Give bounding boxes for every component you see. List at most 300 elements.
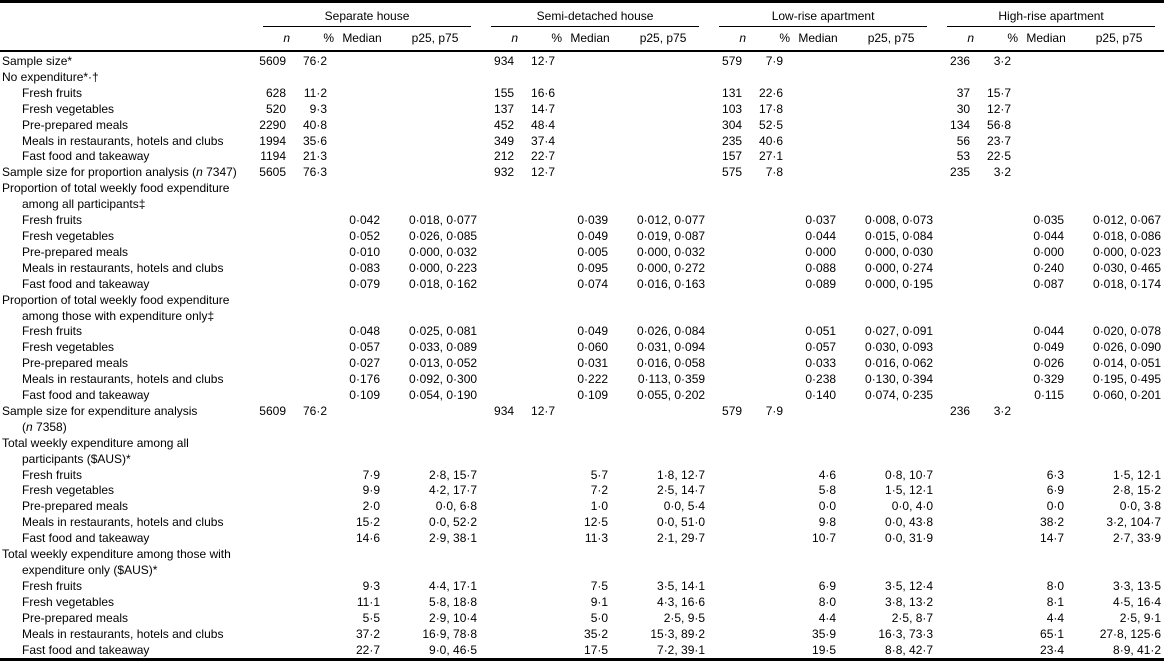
cell xyxy=(618,181,708,213)
cell: 0·018, 0·077 xyxy=(408,213,478,228)
cell xyxy=(936,229,974,245)
cell: 0·0, 5·4 xyxy=(663,499,706,514)
cell xyxy=(290,261,334,277)
row-label-continuation: among all participants‡ xyxy=(22,197,146,212)
row-label: Total weekly expenditure among those with xyxy=(2,547,231,562)
cell: 0·016, 0·058 xyxy=(636,356,706,371)
cell: 0·010 xyxy=(349,244,380,259)
table-row xyxy=(0,149,1164,165)
table-row xyxy=(0,134,1164,150)
cell: 0·000 xyxy=(805,244,837,259)
cell xyxy=(480,483,518,499)
cell xyxy=(936,261,974,277)
cell: 0·8, 10·7 xyxy=(885,467,934,482)
cell: 12·7 xyxy=(531,54,556,68)
table-row xyxy=(0,643,1164,660)
cell: 16·3, 73·3 xyxy=(878,626,934,641)
cell: 35·6 xyxy=(302,133,327,148)
cell xyxy=(708,261,746,277)
table-row xyxy=(0,293,1164,325)
cell xyxy=(480,356,518,372)
cell: 0·018, 0·162 xyxy=(408,276,478,291)
cell: 131 xyxy=(722,85,743,100)
cell: 0·0, 31·9 xyxy=(885,531,934,546)
cell xyxy=(334,51,390,70)
cell: 9·3 xyxy=(362,578,380,593)
cell: 23·4 xyxy=(1040,642,1065,657)
table-row xyxy=(0,181,1164,213)
cell: 12·7 xyxy=(531,403,556,418)
cell xyxy=(518,547,562,579)
cell: 0·025, 0·081 xyxy=(408,324,478,339)
cell: 0·049 xyxy=(577,228,609,243)
cell xyxy=(252,499,290,515)
cell xyxy=(562,70,618,86)
row-label-cell xyxy=(0,468,252,484)
cell xyxy=(746,356,790,372)
cell xyxy=(1018,102,1074,118)
row-label-cell xyxy=(0,324,252,340)
cell xyxy=(480,627,518,643)
row-label-cell xyxy=(0,627,252,643)
cell: 3·3, 13·5 xyxy=(1113,578,1162,593)
cell xyxy=(1018,547,1074,579)
cell xyxy=(480,181,518,213)
cell xyxy=(390,149,480,165)
cell: 2·7, 33·9 xyxy=(1113,531,1162,546)
cell xyxy=(846,134,936,150)
cell: 0·008, 0·073 xyxy=(865,213,934,228)
sub-column-label: n xyxy=(511,31,519,45)
row-label: Fresh fruits xyxy=(22,213,83,228)
cell xyxy=(936,579,974,595)
cell xyxy=(936,436,974,468)
cell xyxy=(480,324,518,340)
cell: 2290 xyxy=(259,117,286,132)
cell xyxy=(746,324,790,340)
cell: 37·4 xyxy=(531,133,556,148)
cell: 2·1, 29·7 xyxy=(657,531,706,546)
sub-column-header xyxy=(846,27,936,51)
cell: 1·5, 12·1 xyxy=(885,483,934,498)
row-label: Fresh fruits xyxy=(22,85,83,100)
table-row xyxy=(0,86,1164,102)
cell xyxy=(936,70,974,86)
cell: 3·2 xyxy=(993,403,1012,418)
cell: 37·2 xyxy=(355,626,380,641)
cell xyxy=(746,372,790,388)
cell xyxy=(518,531,562,547)
table-row xyxy=(0,499,1164,515)
cell: 0·044 xyxy=(1033,324,1065,339)
cell xyxy=(290,340,334,356)
cell xyxy=(1018,51,1074,70)
cell xyxy=(1018,404,1074,436)
cell xyxy=(708,611,746,627)
text-segment: Sample size for proportion analysis ( xyxy=(2,165,197,180)
cell: 0·055, 0·202 xyxy=(636,388,706,403)
cell xyxy=(974,324,1018,340)
cell xyxy=(390,404,480,436)
cell xyxy=(974,70,1018,86)
cell xyxy=(562,134,618,150)
sub-column-header xyxy=(390,27,480,51)
cell xyxy=(1074,293,1164,325)
cell: 9·0, 46·5 xyxy=(429,642,478,657)
cell xyxy=(974,436,1018,468)
cell xyxy=(974,372,1018,388)
cell: 12·7 xyxy=(987,101,1012,116)
cell: 0·060 xyxy=(577,340,609,355)
row-label xyxy=(2,165,252,181)
sub-column-label: % xyxy=(779,31,791,45)
row-label: No expenditure*·† xyxy=(2,69,99,84)
cell xyxy=(290,468,334,484)
cell xyxy=(1074,547,1164,579)
cell: 212 xyxy=(494,149,515,164)
cell xyxy=(480,388,518,404)
column-group-3 xyxy=(708,2,936,28)
cell: 137 xyxy=(494,101,515,116)
cell: 1994 xyxy=(259,133,286,148)
row-label-cell xyxy=(0,595,252,611)
table-row xyxy=(0,102,1164,118)
cell xyxy=(334,86,390,102)
cell xyxy=(974,181,1018,213)
corner-cell xyxy=(0,2,252,28)
cell xyxy=(480,643,518,660)
cell xyxy=(974,468,1018,484)
cell: 0·000, 0·195 xyxy=(865,276,934,291)
sub-column-header xyxy=(790,27,846,51)
cell: 40·8 xyxy=(302,117,327,132)
cell xyxy=(518,483,562,499)
cell xyxy=(518,293,562,325)
cell: 65·1 xyxy=(1040,626,1065,641)
sub-column-header xyxy=(618,27,708,51)
cell: 0·000, 0·023 xyxy=(1093,244,1162,259)
cell xyxy=(290,547,334,579)
cell xyxy=(252,245,290,261)
cell: 2·0 xyxy=(362,499,380,514)
cell xyxy=(846,165,936,181)
row-label-cell xyxy=(0,515,252,531)
sub-column-label: p25, p75 xyxy=(639,31,687,45)
table-row xyxy=(0,356,1164,372)
table-row xyxy=(0,51,1164,70)
cell xyxy=(390,165,480,181)
cell xyxy=(480,70,518,86)
cell xyxy=(618,86,708,102)
cell: 0·000, 0·030 xyxy=(865,244,934,259)
cell xyxy=(708,547,746,579)
cell: 12·7 xyxy=(531,165,556,180)
cell: 0·222 xyxy=(577,372,609,387)
cell: 0·016, 0·163 xyxy=(636,276,706,291)
cell: 1·0 xyxy=(590,499,609,514)
cell: 48·4 xyxy=(531,117,556,132)
cell: 0·109 xyxy=(349,388,380,403)
cell xyxy=(252,324,290,340)
cell xyxy=(290,245,334,261)
cell xyxy=(846,118,936,134)
cell xyxy=(1018,118,1074,134)
cell xyxy=(518,372,562,388)
cell xyxy=(518,436,562,468)
row-label-continuation: expenditure only ($AUS)* xyxy=(22,563,158,577)
cell xyxy=(290,499,334,515)
row-label: Proportion of total weekly food expenditure xyxy=(2,292,230,307)
cell xyxy=(562,181,618,213)
cell xyxy=(746,611,790,627)
cell: 4·2, 17·7 xyxy=(429,483,478,498)
cell: 5·0 xyxy=(590,610,609,625)
cell xyxy=(936,356,974,372)
table-row xyxy=(0,388,1164,404)
cell xyxy=(974,388,1018,404)
cell: 11·3 xyxy=(584,531,609,546)
cell xyxy=(390,118,480,134)
cell xyxy=(1018,70,1074,86)
cell: 4·6 xyxy=(818,467,837,482)
cell: 2·9, 10·4 xyxy=(429,610,478,625)
cell xyxy=(708,293,746,325)
cell xyxy=(390,86,480,102)
table-row xyxy=(0,579,1164,595)
cell: 9·9 xyxy=(362,483,380,498)
column-group-label: High-rise apartment xyxy=(947,8,1155,27)
cell xyxy=(974,531,1018,547)
cell: 0·0, 51·0 xyxy=(657,515,706,530)
cell xyxy=(974,579,1018,595)
sub-column-header xyxy=(334,27,390,51)
cell: 0·195, 0·495 xyxy=(1093,372,1162,387)
column-group-label: Separate house xyxy=(263,8,471,27)
cell: 22·7 xyxy=(355,642,380,657)
table-row xyxy=(0,404,1164,436)
cell xyxy=(746,229,790,245)
cell xyxy=(252,436,290,468)
cell xyxy=(790,165,846,181)
cell xyxy=(708,356,746,372)
cell xyxy=(708,229,746,245)
cell: 0·026, 0·090 xyxy=(1093,340,1162,355)
cell: 76·2 xyxy=(302,54,327,68)
sub-column-label: % xyxy=(323,31,334,45)
cell: 0·060, 0·201 xyxy=(1093,388,1162,403)
table-row xyxy=(0,70,1164,86)
cell xyxy=(252,579,290,595)
cell xyxy=(518,643,562,660)
cell xyxy=(746,468,790,484)
cell xyxy=(518,515,562,531)
cell: 7·9 xyxy=(765,54,784,68)
cell: 7·8 xyxy=(765,165,784,180)
cell xyxy=(1074,165,1164,181)
cell xyxy=(518,245,562,261)
cell: 5·7 xyxy=(590,467,609,482)
row-label-cell xyxy=(0,213,252,229)
column-group-label: Semi-detached house xyxy=(491,8,699,27)
cell: 52·5 xyxy=(759,117,784,132)
cell xyxy=(974,245,1018,261)
cell xyxy=(518,277,562,293)
cell xyxy=(708,643,746,660)
cell: 7·2, 39·1 xyxy=(657,642,706,657)
cell xyxy=(562,547,618,579)
cell xyxy=(708,340,746,356)
cell: 0·020, 0·078 xyxy=(1093,324,1162,339)
cell xyxy=(974,627,1018,643)
cell xyxy=(708,468,746,484)
cell xyxy=(1074,86,1164,102)
cell xyxy=(518,595,562,611)
cell xyxy=(846,86,936,102)
cell xyxy=(746,531,790,547)
row-label-cell xyxy=(0,102,252,118)
cell xyxy=(974,595,1018,611)
cell xyxy=(252,356,290,372)
cell xyxy=(518,340,562,356)
table-row xyxy=(0,261,1164,277)
table-row xyxy=(0,483,1164,499)
cell xyxy=(746,261,790,277)
cell: 30 xyxy=(956,101,971,116)
cell xyxy=(252,277,290,293)
table-header xyxy=(0,2,1164,52)
cell xyxy=(518,213,562,229)
cell: 0·039 xyxy=(577,213,609,228)
cell xyxy=(480,547,518,579)
cell: 4·4 xyxy=(1046,610,1065,625)
row-label-cell xyxy=(0,340,252,356)
row-label-cell xyxy=(0,547,252,579)
cell xyxy=(974,229,1018,245)
cell xyxy=(562,436,618,468)
cell: 103 xyxy=(722,101,743,116)
cell xyxy=(252,531,290,547)
table-row xyxy=(0,515,1164,531)
sub-column-header xyxy=(708,27,746,51)
cell xyxy=(936,293,974,325)
cell xyxy=(936,595,974,611)
table-row xyxy=(0,213,1164,229)
cell: 0·0, 52·2 xyxy=(429,515,478,530)
cell: 15·2 xyxy=(355,515,380,530)
cell xyxy=(708,579,746,595)
cell: 3·5, 14·1 xyxy=(657,578,706,593)
cell xyxy=(618,547,708,579)
row-label-cell xyxy=(0,261,252,277)
cell xyxy=(936,245,974,261)
cell: 0·052 xyxy=(349,228,380,243)
cell xyxy=(974,293,1018,325)
cell xyxy=(790,86,846,102)
cell xyxy=(562,86,618,102)
cell xyxy=(518,181,562,213)
cell: 0·051 xyxy=(805,324,837,339)
sub-column-label: n xyxy=(739,31,747,45)
cell: 0·000, 0·032 xyxy=(408,244,478,259)
cell xyxy=(480,213,518,229)
cell: 0·140 xyxy=(805,388,837,403)
cell: 0·030, 0·465 xyxy=(1093,260,1162,275)
cell xyxy=(390,547,480,579)
cell xyxy=(480,372,518,388)
sub-column-label: p25, p75 xyxy=(1095,31,1143,45)
cell: 0·074 xyxy=(577,276,609,291)
sub-column-label: n xyxy=(283,31,290,45)
cell xyxy=(790,547,846,579)
cell: 8·1 xyxy=(1046,594,1065,609)
sub-column-label: n xyxy=(967,31,975,45)
cell xyxy=(390,102,480,118)
cell xyxy=(390,293,480,325)
cell: 575 xyxy=(722,165,743,180)
cell xyxy=(746,213,790,229)
cell: 11·1 xyxy=(356,594,380,609)
cell xyxy=(936,531,974,547)
row-label: Pre-prepared meals xyxy=(22,610,129,625)
cell xyxy=(618,404,708,436)
row-label-cell xyxy=(0,388,252,404)
row-label-cell xyxy=(0,579,252,595)
cell xyxy=(252,388,290,404)
cell: 17·5 xyxy=(584,642,609,657)
cell: 932 xyxy=(494,165,515,180)
cell xyxy=(846,149,936,165)
cell xyxy=(518,324,562,340)
row-label: Meals in restaurants, hotels and clubs xyxy=(22,515,224,530)
cell xyxy=(480,229,518,245)
cell xyxy=(518,499,562,515)
row-label: Pre-prepared meals xyxy=(22,499,129,514)
corner-cell xyxy=(0,27,252,51)
table-body xyxy=(0,51,1164,660)
cell xyxy=(518,70,562,86)
cell xyxy=(846,181,936,213)
cell xyxy=(562,149,618,165)
cell xyxy=(390,51,480,70)
cell xyxy=(708,277,746,293)
cell xyxy=(846,51,936,70)
cell: 0·130, 0·394 xyxy=(865,372,934,387)
cell: 0·031, 0·094 xyxy=(636,340,706,355)
row-label: Fresh vegetables xyxy=(22,340,115,355)
cell: 0·074, 0·235 xyxy=(865,388,934,403)
cell: 0·000, 0·032 xyxy=(636,244,706,259)
cell xyxy=(936,627,974,643)
sub-column-label: % xyxy=(1007,31,1019,45)
cell: 53 xyxy=(956,149,971,164)
cell xyxy=(334,293,390,325)
cell xyxy=(252,515,290,531)
row-label: Pre-prepared meals xyxy=(22,244,129,259)
cell: 7·9 xyxy=(765,403,784,418)
cell xyxy=(290,181,334,213)
cell: 19·5 xyxy=(812,642,837,657)
cell xyxy=(518,627,562,643)
cell: 76·2 xyxy=(302,403,327,418)
cell: 40·6 xyxy=(759,133,784,148)
cell xyxy=(936,468,974,484)
cell xyxy=(334,134,390,150)
cell: 0·018, 0·086 xyxy=(1093,228,1162,243)
cell xyxy=(480,277,518,293)
cell: 0·012, 0·067 xyxy=(1093,213,1162,228)
row-label-cell xyxy=(0,149,252,165)
cell: 0·089 xyxy=(805,276,837,291)
